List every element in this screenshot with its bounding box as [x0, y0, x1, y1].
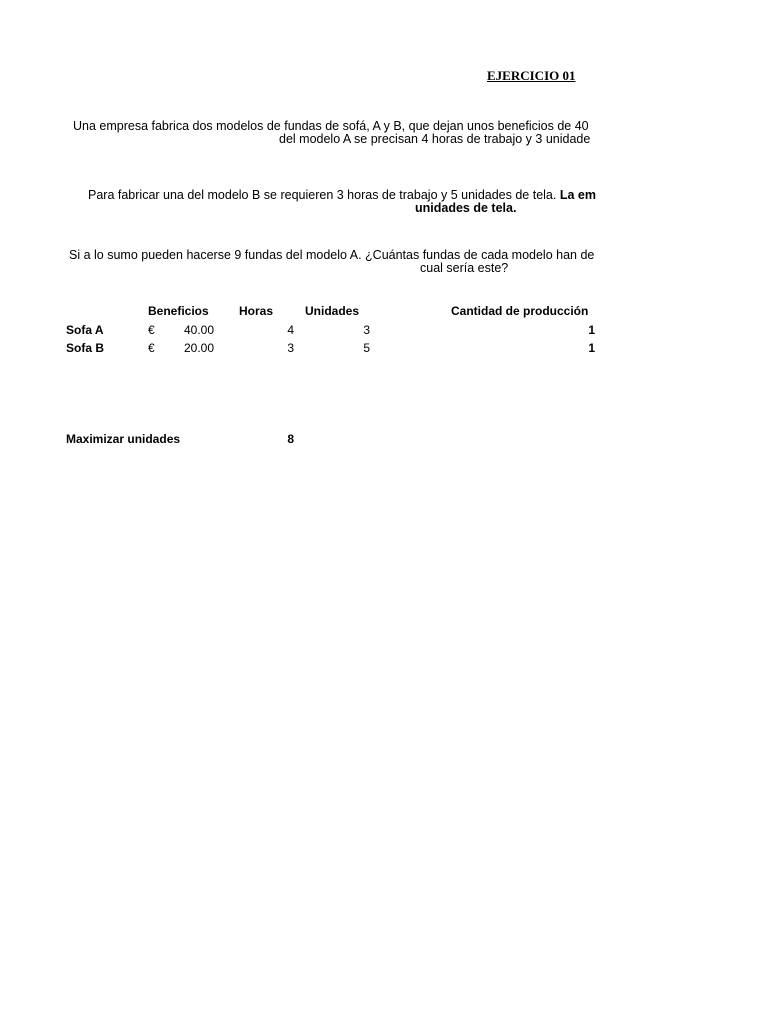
- cantidad-value: 1: [588, 341, 595, 355]
- paragraph-1-line-1: Una empresa fabrica dos modelos de fundas de sofá, A y B, que dejan unos beneficios de 40: [73, 120, 589, 133]
- paragraph-3: [0, 249, 596, 279]
- page-title: EJERCICIO 01: [487, 68, 576, 83]
- row-label-sofa-a: Sofa A: [66, 323, 104, 337]
- paragraph-2-bold-text: La em: [559, 189, 596, 202]
- paragraph-3-line-1: Si a lo sumo pueden hacerse 9 fundas del modelo A. ¿Cuántas fundas de cada modelo han de: [69, 249, 595, 262]
- cantidad-value: 1: [588, 323, 595, 337]
- paragraph-1-line-2: del modelo A se precisan 4 horas de trabajo y 3 unidade: [279, 132, 591, 146]
- currency-symbol: €: [148, 341, 155, 355]
- paragraph-2-regular-text: Para fabricar una del modelo B se requieren 3 horas de trabajo y 5 unidades de tela.: [88, 189, 560, 202]
- paragraph-1: [0, 120, 596, 150]
- paragraph-2-line-1: [88, 189, 596, 202]
- beneficio-value: 40.00: [183, 323, 214, 337]
- row-label-sofa-b: Sofa B: [66, 341, 105, 355]
- horas-value: 4: [287, 323, 294, 337]
- unidades-value: 5: [363, 341, 370, 355]
- paragraph-2: [0, 189, 596, 219]
- header-horas: Horas: [239, 304, 274, 318]
- header-cantidad: Cantidad de producción: [451, 304, 589, 318]
- header-beneficios: Beneficios: [148, 304, 209, 318]
- header-unidades: Unidades: [305, 304, 360, 318]
- maximizar-label: Maximizar unidades: [66, 432, 181, 446]
- horas-value: 3: [287, 341, 294, 355]
- currency-symbol: €: [148, 323, 155, 337]
- paragraph-3-line-2: cual sería este?: [420, 261, 509, 275]
- beneficio-value: 20.00: [183, 341, 214, 355]
- unidades-value: 3: [363, 323, 370, 337]
- maximizar-value: 8: [287, 432, 294, 446]
- paragraph-2-line-2: unidades de tela.: [415, 201, 517, 215]
